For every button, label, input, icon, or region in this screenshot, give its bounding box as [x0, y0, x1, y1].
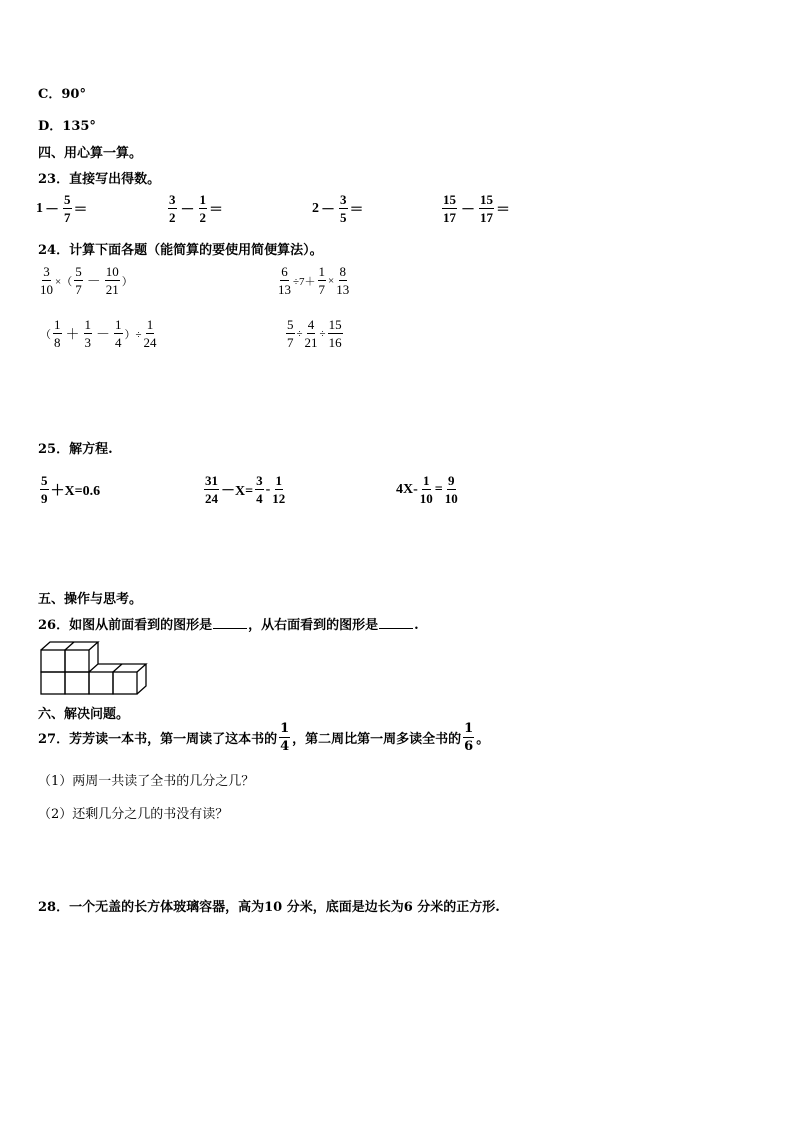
- q25-eq-1: $\frac{5}{9}$ ＋X=0.6: [41, 473, 101, 506]
- q28-text: 28．一个无盖的长方体玻璃容器，高为10 分米，底面是边长为6 分米的正方形.: [38, 900, 500, 915]
- q24-expr-2: $\frac{6}{13}$ ÷7＋ $\frac{1}{7}$ × $\frac{8}{13}$: [278, 264, 350, 297]
- q27-sub-2: （2）还剩几分之几的书没有读？: [38, 807, 229, 822]
- section-5-title: 五、操作与思考。: [38, 592, 143, 607]
- section-4-title: 四、用心算一算。: [38, 146, 143, 161]
- q25-eq-2: $\frac{31}{24}$ －X= $\frac{3}{4}$ - $\frac{1}{12}$: [205, 473, 286, 506]
- q25-title: 25．解方程.: [38, 442, 113, 457]
- q24-title: 24．计算下面各题（能简算的要使用简便算法）。: [38, 243, 323, 258]
- q24-expr-1: $\frac{3}{10}$ ×（ $\frac{5}{7}$ － $\frac{10}{21}$ ）: [40, 264, 133, 297]
- option-d: D．135°: [38, 119, 96, 134]
- q23-title: 23．直接写出得数。: [38, 172, 161, 187]
- q23-expr-3: 2 － $\frac{3}{5}$ ＝: [312, 192, 364, 225]
- q24-expr-3: （ $\frac{1}{8}$ ＋ $\frac{1}{3}$ － $\frac{1}{4}$ ）÷ $\frac{1}{24}$: [40, 317, 157, 350]
- q23-expr-2: $\frac{3}{2}$ － $\frac{1}{2}$ ＝: [169, 192, 223, 225]
- q23-expr-1: 1 － $\frac{5}{7}$ ＝: [36, 192, 88, 225]
- answer-blank-front: [213, 628, 247, 629]
- cube-figure: [38, 640, 148, 698]
- q23-expr-4: $\frac{15}{17}$ － $\frac{15}{17}$ ＝: [443, 192, 510, 225]
- q27-text: 27．芳芳读一本书，第一周读了这本书的 $\frac{1}{4}$ ，第二周比第一周多读全书的 $\frac{1}{6}$ 。: [38, 721, 490, 754]
- option-c: C．90°: [38, 87, 86, 102]
- q24-expr-4: $\frac{5}{7}$ ÷ $\frac{4}{21}$ ÷ $\frac{15}{16}$: [287, 317, 342, 350]
- section-6-title: 六、解决问题。: [38, 707, 130, 722]
- answer-blank-right: [379, 628, 413, 629]
- q26-text: 26．如图从前面看到的图形是 ，从右面看到的图形是 .: [38, 618, 419, 633]
- q27-sub-1: （1）两周一共读了全书的几分之几？: [38, 774, 255, 789]
- q25-eq-3: 4X- $\frac{1}{10}$ = $\frac{9}{10}$: [396, 473, 458, 506]
